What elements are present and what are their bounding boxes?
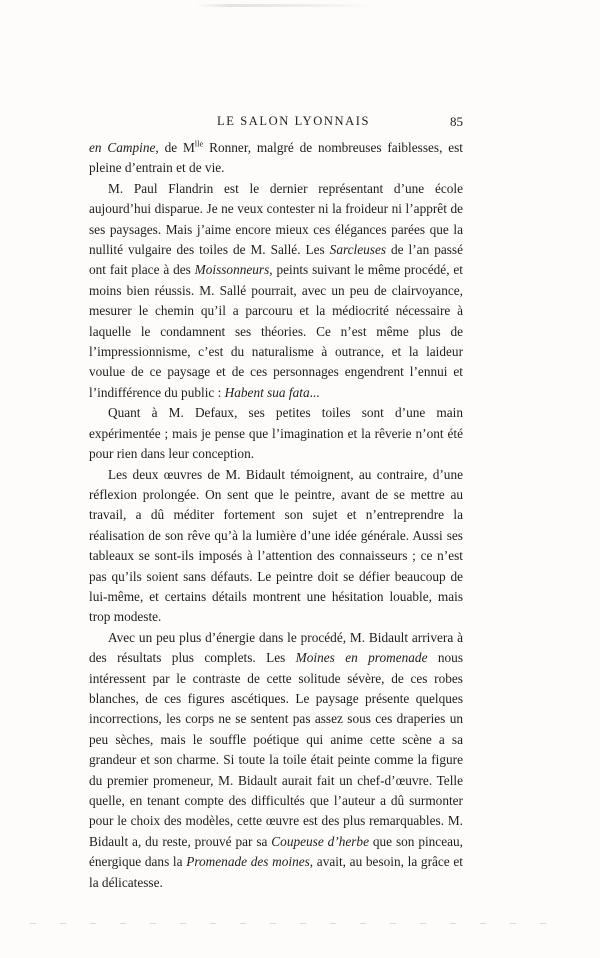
running-header [89,114,463,134]
text-run: de l’an passé ont fait place à des [89,242,464,278]
text-run: lle [194,138,204,149]
italic-title: Sarcleuses [329,242,387,258]
scan-edge-marks [30,923,570,924]
italic-title: Moines en promenade [295,650,428,666]
italic-title: Habent sua fata [224,384,310,400]
text-run: que son pinceau, énergique dans la [89,833,463,870]
italic-title: Moissonneurs [194,262,270,278]
text-run: , peints suivant le même procédé, et moins bien réussis. M. Sallé pourrait, avec un peu de clairvoyance, mesurer le chemin qu’il a parcouru et la médiocrité nécessaire à laquelle le condamnent ses théories. Ce n’est même plus de l’impressionnisme, c’est du naturalisme à outrance, et la laideur voulue de ce paysage et de ces personnages engendrent l’ennui et l’indifférence du public : [89,262,463,400]
scan-smudge [195,4,375,7]
italic-title: Promenade des moines [186,854,310,870]
text-run: Quant à M. Defaux, ses petites toiles sont d’une main expérimentée ; mais je pense que l’imagination et la rêverie n’ont été pour rien dans leur conception. [89,405,463,462]
italic-title: en Campine [89,140,156,155]
text-run: M. Paul Flandrin est le dernier représentant d’une école aujourd’hui disparue. Je ne veux contester ni la froideur ni l’apprêt de ses paysages. Mais j’aime encore mieux ces élégances parées que la nullité vulgaire des toiles de M. Sallé. Les [89,180,463,258]
running-title: LE SALON LYONNAIS [217,114,371,128]
text-run: Les deux œuvres de M. Bidault témoignent, au contraire, d’une réflexion prolongée. On sent que le peintre, avant de se mettre au travail, a dû méditer fortement son sujet et n’entreprendre la réalisation de son rêve qu’à la lumière d’une idée générale. Aussi ses tableaux se sont-ils imposés à l’attention des connaisseurs ; ce n’est pas qu’ils soient sans défauts. Le peintre doit se défier beaucoup de lui-même, et certains détails montrent une hésitation louable, mais trop modeste. [89,466,463,625]
text-run: Avec un peu plus d’énergie dans le procédé, M. Bidault arrivera à des résultats plus complets. Les [89,629,463,666]
text-run: , avait, au besoin, la grâce et la délicatesse. [89,854,463,890]
paragraph [89,628,463,893]
page-number: 85 [450,114,463,129]
text-run: , de M [155,140,195,155]
paragraph [89,138,463,179]
paragraph [89,179,463,403]
paragraph [89,403,463,464]
text-run: Ronner, malgré de nombreuses faiblesses, est pleine d’entrain et de vie. [89,140,463,176]
italic-title: Coupeuse d’herbe [271,833,369,849]
paragraph [89,465,463,628]
text-run: ... [309,384,320,400]
body-text [89,138,463,893]
text-run: nous intéressent par le contraste de cette solitude sévère, de ces robes blanches, de ces figures ascétiques. Le paysage présente quelques incorrections, les corps ne se sentent pas assez sous ces draperies un peu sèches, mais le souffle poétique qui anime cette scène a sa grandeur et son charme. Si toute la toile était peinte comme la figure du premier promeneur, M. Bidault aurait fait un chef-d’œuvre. Telle quelle, en tenant compte des difficultés que l’auteur a dû surmonter pour le choix des modèles, cette œuvre est des plus remarquables. M. Bidault a, du reste, prouvé par sa [89,650,463,849]
